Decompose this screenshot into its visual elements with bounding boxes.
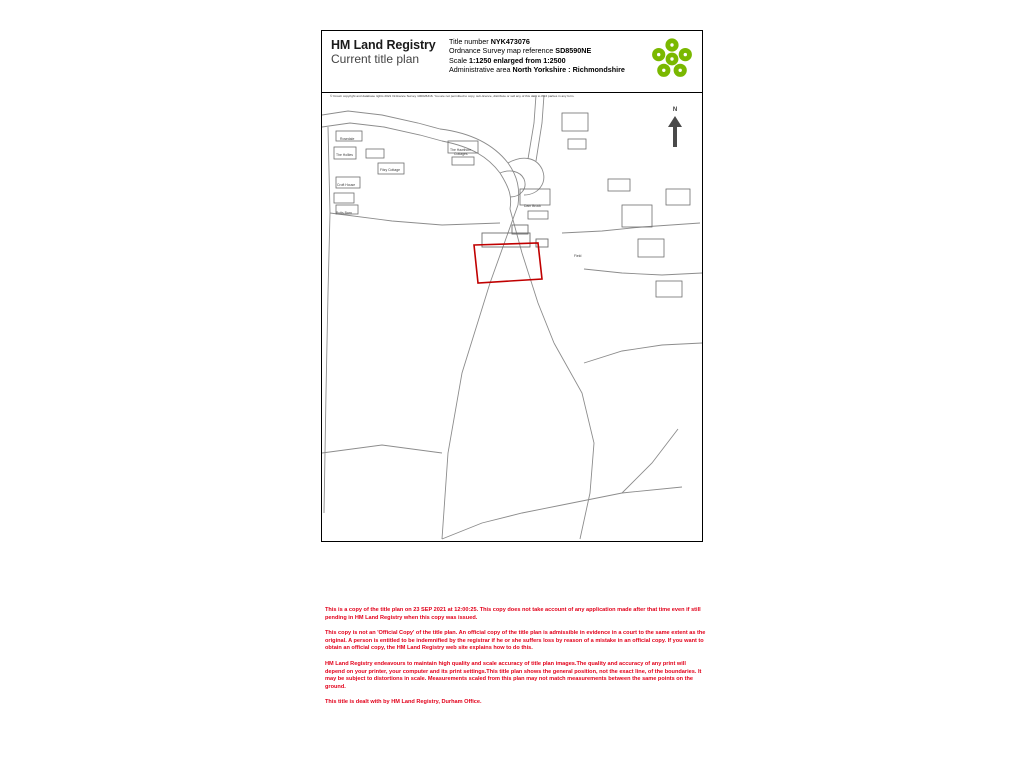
scale-label: Scale <box>449 55 467 65</box>
os-map-row <box>449 46 634 55</box>
brand-block <box>331 38 443 66</box>
legal-notes <box>325 607 707 707</box>
north-arrow-icon <box>662 114 688 148</box>
admin-value: North Yorkshire : Richmondshire <box>512 64 625 74</box>
svg-text:The Hollies: The Hollies <box>336 153 353 157</box>
note-not-official-copy: This copy is not an 'Official Copy' of the title plan. An official copy of the title plan is admissible in evidence in a court to the same extent as the original. A person is entitled to be indemnified by the registrar if he or she suffers loss by reason of a mistake in an official copy. If you want to obtain an official copy, the HM Land Registry web site explains how to do this. <box>325 630 706 652</box>
crown-copyright-note: © Crown copyright and database rights 2021 Ordnance Survey 100026316. You are not permitted to copy, sub-licence, distribute or sell any of this data to third parties in any form. <box>330 94 575 98</box>
title-number-row <box>449 37 634 46</box>
svg-text:Croft House: Croft House <box>337 183 356 187</box>
title-number-value: NYK473076 <box>490 37 530 46</box>
title-number-label: Title number <box>449 37 489 46</box>
north-arrow <box>662 107 688 151</box>
os-map-label: Ordnance Survey map reference <box>449 46 554 56</box>
note-copy-date: This is a copy of the title plan on 23 SEP 2021 at 12:00:25. This copy does not take account of any application made after that time even if still pending in HM Land Registry when this copy was issued. <box>325 607 701 621</box>
map-canvas[interactable] <box>322 93 702 541</box>
svg-text:The Hawthorn: The Hawthorn <box>450 148 472 152</box>
svg-text:Dam Brook: Dam Brook <box>524 204 541 208</box>
hm-land-registry-logo <box>650 37 694 81</box>
note-accuracy: HM Land Registry endeavours to maintain high quality and scale accuracy of title plan images.The quality and accuracy of any print will depend on your printer, your computer and its print settings.This title plan shows the general position, not the exact line, of the boundaries. It may be subject to distortions in scale. Measurements scaled from this plan may not match measurements between the same points on the ground. <box>325 660 702 690</box>
svg-text:Field: Field <box>574 254 582 258</box>
note-office: This title is dealt with by HM Land Registry, Durham Office. <box>325 699 482 706</box>
brand-subtitle: Current title plan <box>331 52 420 66</box>
os-map-value: SD8590NE <box>555 46 592 56</box>
admin-row <box>449 65 634 74</box>
title-metadata <box>449 37 634 74</box>
brand-title: HM Land Registry <box>331 38 436 52</box>
title-extent-boundary <box>474 243 542 283</box>
svg-text:Butts Barn: Butts Barn <box>336 211 352 215</box>
svg-text:Fitzy Cottage: Fitzy Cottage <box>380 168 400 172</box>
svg-text:Rosedale: Rosedale <box>340 137 355 141</box>
north-arrow-label: N <box>672 107 678 113</box>
svg-text:Cottages: Cottages <box>454 152 468 156</box>
scale-row <box>449 56 634 65</box>
title-plan-sheet <box>321 30 703 542</box>
sheet-header <box>322 31 702 93</box>
admin-label: Administrative area <box>449 64 511 74</box>
scale-value: 1:1250 enlarged from 1:2500 <box>468 55 566 65</box>
